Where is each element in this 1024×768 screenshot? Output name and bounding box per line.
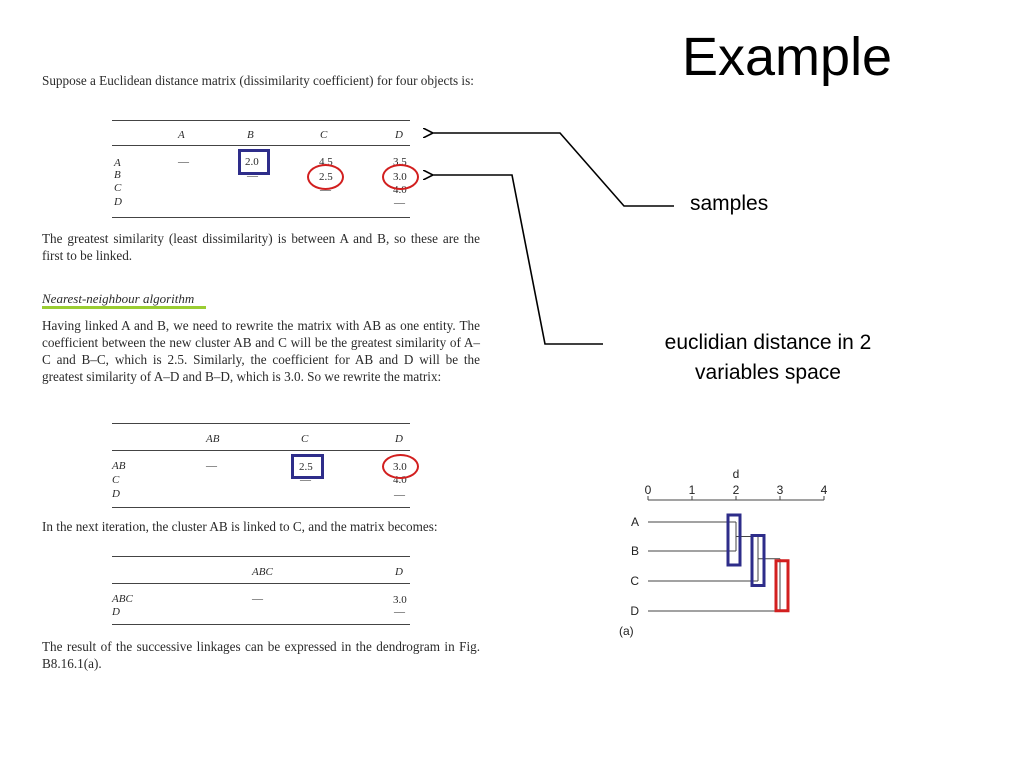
row-label: D xyxy=(112,606,120,618)
axis-tick-label: 2 xyxy=(732,483,740,497)
axis-tick-label: 4 xyxy=(820,483,828,497)
row-label: A xyxy=(114,157,121,169)
column-header: B xyxy=(247,129,254,141)
iteration-paragraph: In the next iteration, the cluster AB is linked to C, and the matrix becomes: xyxy=(42,519,438,534)
axis-label: d xyxy=(732,467,740,481)
axis-tick-label: 0 xyxy=(644,483,652,497)
column-header: D xyxy=(395,566,403,578)
panel-label: (a) xyxy=(619,624,634,638)
intro-paragraph: Suppose a Euclidean distance matrix (dissimilarity coefficient) for four objects is: xyxy=(42,73,474,88)
matrix-cell: 3.0 xyxy=(393,171,407,183)
row-label: D xyxy=(114,196,122,208)
matrix-cell: — xyxy=(394,489,405,501)
column-header: ABC xyxy=(252,566,273,578)
distance-label-line1: euclidian distance in 2 xyxy=(664,331,872,354)
matrix-cell: — xyxy=(394,606,405,618)
matrix-cell: 4.5 xyxy=(319,156,333,168)
result-paragraph: The result of the successive linkages can be expressed in the dendrogram in Fig. B8.16.1(a). xyxy=(42,639,480,671)
matrix-cell: 4.0 xyxy=(393,184,407,196)
column-header: A xyxy=(178,129,185,141)
column-header: C xyxy=(301,433,309,445)
matrix-cell: — xyxy=(252,593,263,605)
row-label: B xyxy=(114,169,121,181)
matrix-cell: 3.0 xyxy=(393,461,407,473)
column-header: D xyxy=(395,433,403,445)
matrix-cell: — xyxy=(300,474,311,486)
matrix-cell: — xyxy=(178,156,189,168)
axis-tick-label: 1 xyxy=(688,483,696,497)
matrix-cell: 2.5 xyxy=(299,461,313,473)
leaf-label: C xyxy=(630,574,639,588)
row-label: ABC xyxy=(112,593,133,605)
axis-tick-label: 3 xyxy=(776,483,784,497)
column-header: D xyxy=(395,129,403,141)
column-header: AB xyxy=(206,433,220,445)
leaf-label: A xyxy=(630,515,639,529)
row-label: C xyxy=(114,182,122,194)
matrix-cell: 3.0 xyxy=(393,594,407,606)
row-label: C xyxy=(112,474,120,486)
distance-axis xyxy=(645,483,828,500)
dendrogram-tree xyxy=(630,515,788,618)
matrix-cell: 3.5 xyxy=(393,156,407,168)
matrix-cell: — xyxy=(247,170,258,182)
algorithm-paragraph: Having linked A and B, we need to rewrite the matrix with AB as one entity. The coefficient between the new cluster AB and C will be the greatest similarity of A–C and B–C, which is 2.5. Similarly, the coefficient for AB and D will be the greatest similarity of A–D and B–D, which is 3.0. So we rewrite the matrix: xyxy=(42,318,480,384)
matrix-cell: 2.5 xyxy=(319,171,333,183)
leaf-label: D xyxy=(630,604,639,618)
matrix-cell: — xyxy=(320,184,331,196)
matrix-cell: — xyxy=(394,197,405,209)
matrix-cell: 2.0 xyxy=(245,156,259,168)
section-heading: Nearest-neighbour algorithm xyxy=(42,291,195,306)
row-label: AB xyxy=(112,460,126,472)
similarity-paragraph: The greatest similarity (least dissimilarity) is between A and B, so these are the first to be linked. xyxy=(42,231,480,263)
column-header: C xyxy=(320,129,328,141)
samples-label: samples xyxy=(690,192,769,215)
matrix-cell: 4.0 xyxy=(393,474,407,486)
distance-label-line2: variables space xyxy=(695,361,841,384)
matrix-cell: — xyxy=(206,460,217,472)
merge-highlight-box xyxy=(776,561,788,611)
row-label: D xyxy=(112,488,120,500)
leaf-label: B xyxy=(630,544,639,558)
slide-title: Example xyxy=(682,27,893,87)
